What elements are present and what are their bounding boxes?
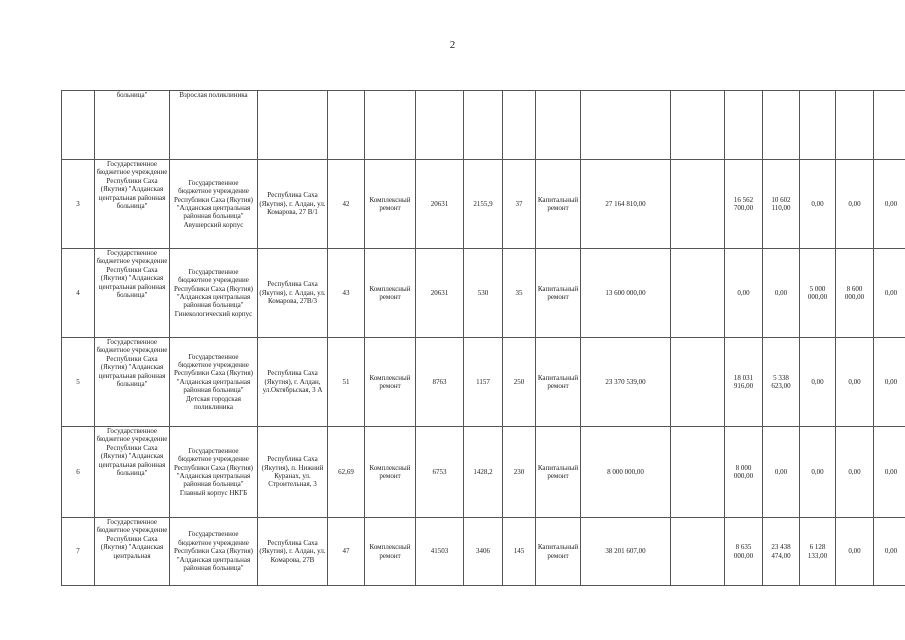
cell-c12 [725, 91, 763, 160]
cell-work: Комплексный ремонт [365, 427, 416, 518]
cell-object: Государственное бюджетное учреждение Республики Саха (Якутия) "Алданская центральная районная больница" [170, 518, 258, 586]
cell-org: Государственное бюджетное учреждение Республики Саха (Якутия) "Алданская центральная районная больница" [95, 427, 170, 518]
cell-c13: 10 602 110,00 [763, 160, 800, 249]
cell-c15: 8 600 000,00 [836, 249, 874, 338]
cell-org: Государственное бюджетное учреждение Республики Саха (Якутия) "Алданская центральная районная больница" [95, 160, 170, 249]
cell-c8: 1428,2 [464, 427, 503, 518]
cell-num: 4 [62, 249, 95, 338]
cell-empty [671, 91, 725, 160]
cell-repair: Капитальный ремонт [536, 338, 581, 427]
cell-year: 47 [328, 518, 365, 586]
cell-num: 7 [62, 518, 95, 586]
cell-c13 [763, 91, 800, 160]
cell-work: Комплексный ремонт [365, 249, 416, 338]
cell-year: 51 [328, 338, 365, 427]
page-number: 2 [449, 39, 456, 51]
cell-work: Комплексный ремонт [365, 518, 416, 586]
cell-c7: 20631 [416, 160, 464, 249]
cell-num: 3 [62, 160, 95, 249]
cell-year: 43 [328, 249, 365, 338]
cell-address [258, 91, 328, 160]
cell-c16: 0,00 [874, 518, 905, 586]
cell-c12: 8 000 000,00 [725, 427, 763, 518]
cell-total: 8 000 000,00 [581, 427, 671, 518]
cell-empty [671, 160, 725, 249]
cell-address: Республика Саха (Якутия), г. Алдан, ул.Октябрьская, 3 А [258, 338, 328, 427]
cell-c14: 0,00 [800, 427, 836, 518]
cell-repair: Капитальный ремонт [536, 160, 581, 249]
cell-c15: 0,00 [836, 518, 874, 586]
cell-c8: 2155,9 [464, 160, 503, 249]
cell-work: Комплексный ремонт [365, 338, 416, 427]
cell-empty [671, 427, 725, 518]
cell-object: Государственное бюджетное учреждение Республики Саха (Якутия) "Алданская центральная районная больница" Гинекологический корпус [170, 249, 258, 338]
cell-year: 42 [328, 160, 365, 249]
cell-c9: 230 [503, 427, 536, 518]
cell-c9: 250 [503, 338, 536, 427]
cell-c9 [503, 91, 536, 160]
cell-total: 23 370 539,00 [581, 338, 671, 427]
cell-c7: 6753 [416, 427, 464, 518]
cell-c8: 3406 [464, 518, 503, 586]
table-row-continued [62, 91, 905, 160]
cell-c14: 0,00 [800, 338, 836, 427]
table-row [62, 518, 905, 586]
cell-total: 38 201 607,00 [581, 518, 671, 586]
cell-c12: 18 031 916,00 [725, 338, 763, 427]
cell-c9: 35 [503, 249, 536, 338]
cell-total: 13 600 000,00 [581, 249, 671, 338]
cell-object: Государственное бюджетное учреждение Республики Саха (Якутия) "Алданская центральная районная больница" Главный корпус НКГБ [170, 427, 258, 518]
cell-num [62, 91, 95, 160]
cell-c12: 0,00 [725, 249, 763, 338]
cell-c12: 8 635 000,00 [725, 518, 763, 586]
cell-c8: 1157 [464, 338, 503, 427]
cell-work: Комплексный ремонт [365, 160, 416, 249]
cell-c8: 530 [464, 249, 503, 338]
cell-repair [536, 91, 581, 160]
cell-c16 [874, 91, 905, 160]
cell-c9: 37 [503, 160, 536, 249]
cell-c16: 0,00 [874, 249, 905, 338]
repair-program-table [61, 90, 905, 586]
cell-c13: 23 438 474,00 [763, 518, 800, 586]
cell-object: Государственное бюджетное учреждение Республики Саха (Якутия) "Алданская центральная районная больница" Детская городская поликлиника [170, 338, 258, 427]
cell-total [581, 91, 671, 160]
cell-repair: Капитальный ремонт [536, 518, 581, 586]
table-row [62, 249, 905, 338]
table-row [62, 427, 905, 518]
cell-total: 27 164 810,00 [581, 160, 671, 249]
cell-c13: 0,00 [763, 249, 800, 338]
cell-num: 5 [62, 338, 95, 427]
cell-work [365, 91, 416, 160]
cell-c14: 0,00 [800, 160, 836, 249]
table-row [62, 338, 905, 427]
cell-c16: 0,00 [874, 160, 905, 249]
cell-c14: 6 128 133,00 [800, 518, 836, 586]
cell-c15: 0,00 [836, 338, 874, 427]
cell-repair: Капитальный ремонт [536, 427, 581, 518]
cell-c15 [836, 91, 874, 160]
cell-c9: 145 [503, 518, 536, 586]
cell-num: 6 [62, 427, 95, 518]
cell-org: Государственное бюджетное учреждение Республики Саха (Якутия) "Алданская центральная районная больница" [95, 338, 170, 427]
cell-year [328, 91, 365, 160]
cell-c15: 0,00 [836, 160, 874, 249]
cell-c8 [464, 91, 503, 160]
cell-c7: 8763 [416, 338, 464, 427]
cell-c13: 5 338 623,00 [763, 338, 800, 427]
cell-org: Государственное бюджетное учреждение Республики Саха (Якутия) "Алданская центральная [95, 518, 170, 586]
cell-repair: Капитальный ремонт [536, 249, 581, 338]
cell-address: Республика Саха (Якутия), г. Алдан, ул. Комарова, 27В/3 [258, 249, 328, 338]
cell-c16: 0,00 [874, 338, 905, 427]
cell-c14: 5 000 000,00 [800, 249, 836, 338]
cell-address: Республика Саха (Якутия), г. Алдан, ул. Комарова, 27 В/1 [258, 160, 328, 249]
cell-object: Взрослая поликлиника [170, 91, 258, 160]
cell-c15: 0,00 [836, 427, 874, 518]
cell-year: 62,69 [328, 427, 365, 518]
cell-object: Государственное бюджетное учреждение Республики Саха (Якутия) "Алданская центральная районная больница" Авушерский корпус [170, 160, 258, 249]
cell-org: Государственное бюджетное учреждение Республики Саха (Якутия) "Алданская центральная районная больница" [95, 249, 170, 338]
cell-empty [671, 338, 725, 427]
cell-c7 [416, 91, 464, 160]
cell-c7: 20631 [416, 249, 464, 338]
cell-c13: 0,00 [763, 427, 800, 518]
cell-c12: 16 562 700,00 [725, 160, 763, 249]
cell-c14 [800, 91, 836, 160]
table-row [62, 160, 905, 249]
cell-c7: 41503 [416, 518, 464, 586]
cell-address: Республика Саха (Якутия), п. Нижний Куранах, ул. Строительная, 3 [258, 427, 328, 518]
cell-empty [671, 518, 725, 586]
cell-c16: 0,00 [874, 427, 905, 518]
cell-empty [671, 249, 725, 338]
cell-address: Республика Саха (Якутия), г. Алдан, ул. Комарова, 27В [258, 518, 328, 586]
cell-org: больница" [95, 91, 170, 160]
